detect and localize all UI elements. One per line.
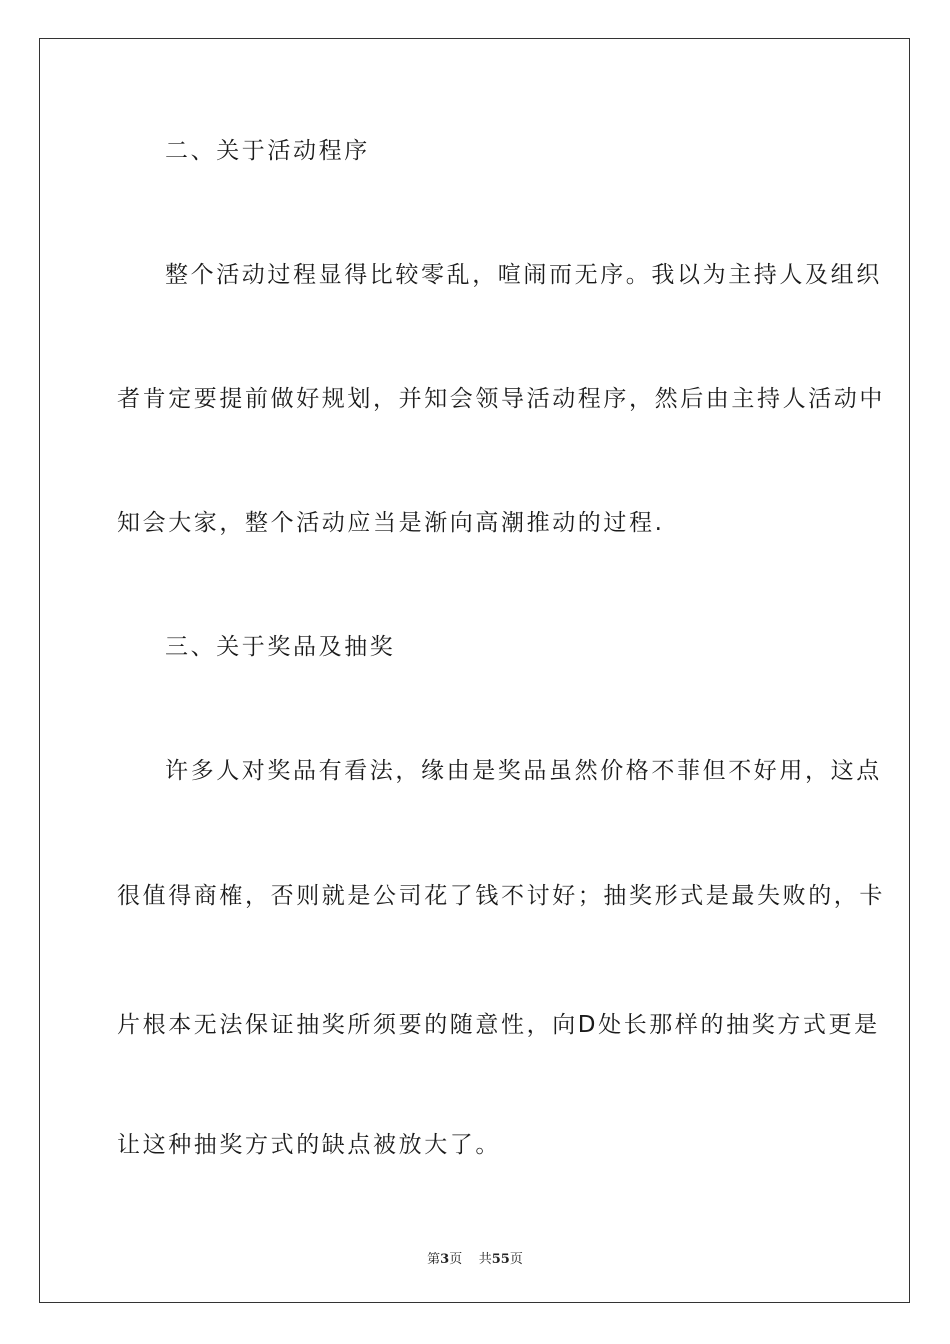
page-suffix: 页 bbox=[449, 1252, 463, 1267]
paragraph-line: 知会大家，整个活动应当是渐向高潮推动的过程. bbox=[117, 510, 665, 536]
page-border bbox=[39, 38, 910, 1303]
section-heading-procedure: 二、关于活动程序 bbox=[165, 138, 370, 164]
total-prefix: 共 bbox=[478, 1252, 492, 1267]
page-footer bbox=[0, 1248, 950, 1267]
total-suffix: 页 bbox=[509, 1252, 523, 1267]
paragraph-line: 让这种抽奖方式的缺点被放大了。 bbox=[117, 1132, 501, 1158]
paragraph-line: 片根本无法保证抽奖所须要的随意性，向D处长那样的抽奖方式更是 bbox=[117, 1012, 880, 1038]
paragraph-line: 者肯定要提前做好规划，并知会领导活动程序，然后由主持人活动中 bbox=[117, 386, 885, 412]
paragraph-line: 许多人对奖品有看法，缘由是奖品虽然价格不菲但不好用，这点 bbox=[165, 758, 882, 784]
section-heading-prizes: 三、关于奖品及抽奖 bbox=[165, 634, 396, 660]
paragraph-line: 整个活动过程显得比较零乱，喧闹而无序。我以为主持人及组织 bbox=[165, 262, 882, 288]
total-pages: 55 bbox=[491, 1252, 510, 1267]
paragraph-line: 很值得商榷，否则就是公司花了钱不讨好；抽奖形式是最失败的，卡 bbox=[117, 883, 885, 909]
page-prefix: 第 bbox=[427, 1252, 441, 1267]
page-number: 3 bbox=[440, 1252, 450, 1267]
